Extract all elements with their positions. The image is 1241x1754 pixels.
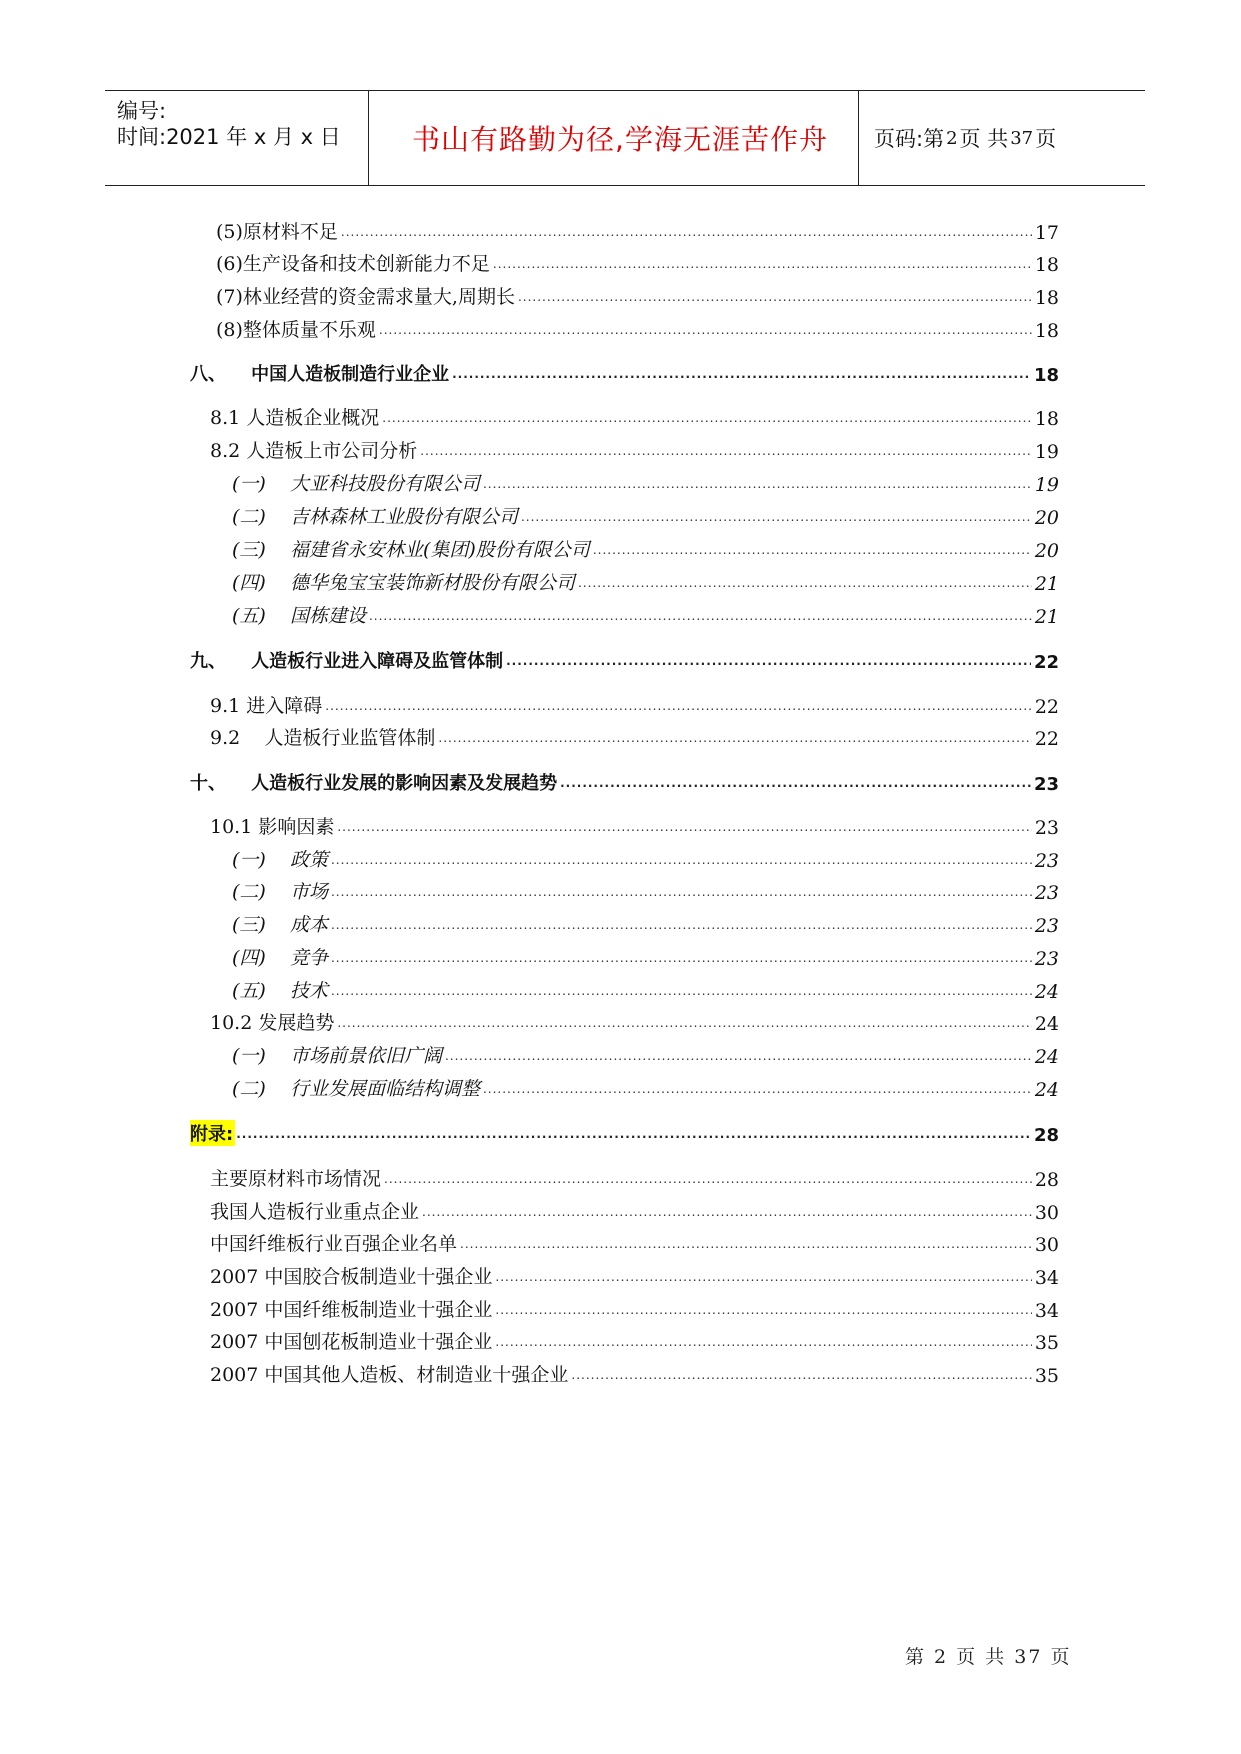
toc-entry[interactable] xyxy=(210,1326,1059,1354)
toc-entry-label: 2007 中国纤维板制造业十强企业 xyxy=(210,1299,493,1321)
toc-entry-label: 2007 中国其他人造板、材制造业十强企业 xyxy=(210,1364,569,1386)
toc-entry-page: 20 xyxy=(1034,540,1059,562)
toc-chapter[interactable] xyxy=(190,767,1059,795)
toc-leader xyxy=(331,951,1032,965)
toc-leader xyxy=(483,1082,1032,1096)
toc-entry-label: (二) 行业发展面临结构调整 xyxy=(232,1078,480,1100)
toc-leader xyxy=(384,1172,1032,1186)
toc-entry-page: 22 xyxy=(1034,728,1059,750)
toc-entry-page: 24 xyxy=(1034,1046,1059,1068)
toc-entry-label: (一) 政策 xyxy=(232,849,328,871)
toc-chapter[interactable] xyxy=(190,645,1059,673)
toc-entry[interactable] xyxy=(216,314,1059,342)
toc-entry[interactable] xyxy=(232,1073,1059,1101)
toc-chapter[interactable] xyxy=(190,358,1059,386)
toc-leader xyxy=(518,290,1032,304)
toc-leader xyxy=(438,731,1031,745)
header-page-info xyxy=(860,91,1142,185)
toc-entry-page: 18 xyxy=(1034,287,1059,309)
toc-entry-page: 23 xyxy=(1034,882,1059,904)
toc-entry-page: 28 xyxy=(1033,1125,1059,1146)
toc-entry[interactable] xyxy=(210,435,1059,463)
toc-entry[interactable] xyxy=(210,811,1059,839)
toc-entry-page: 28 xyxy=(1034,1169,1059,1191)
toc-entry-label: (三) 成本 xyxy=(232,914,328,936)
toc-entry-label: (四) 德华兔宝宝装饰新材股份有限公司 xyxy=(232,572,575,594)
header-motto: 书山有路勤为径,学海无涯苦作舟 xyxy=(412,123,828,156)
toc-entry[interactable] xyxy=(210,1196,1059,1224)
toc-entry-page: 24 xyxy=(1034,1079,1059,1101)
toc-entry-page: 24 xyxy=(1034,1013,1059,1035)
toc-entry-page: 23 xyxy=(1033,774,1059,795)
toc-entry[interactable] xyxy=(210,1007,1059,1035)
toc-entry-label: 2007 中国刨花板制造业十强企业 xyxy=(210,1331,493,1353)
toc-leader xyxy=(578,576,1032,590)
toc-entry[interactable] xyxy=(210,1294,1059,1322)
toc-entry[interactable] xyxy=(232,534,1059,562)
toc-leader xyxy=(495,1335,1031,1349)
toc-entry[interactable] xyxy=(216,281,1059,309)
toc-leader xyxy=(379,323,1032,337)
toc-entry-page: 18 xyxy=(1034,254,1059,276)
toc-entry[interactable] xyxy=(232,600,1059,628)
page-footer: 第 2 页 共 37 页 xyxy=(905,1646,1072,1668)
toc-leader xyxy=(420,444,1032,458)
toc-entry[interactable] xyxy=(210,1261,1059,1289)
toc-leader xyxy=(422,1205,1032,1219)
toc-entry-label: 中国纤维板行业百强企业名单 xyxy=(210,1233,458,1255)
toc-entry-page: 23 xyxy=(1034,850,1059,872)
toc-entry[interactable] xyxy=(210,1228,1059,1256)
toc-entry-page: 19 xyxy=(1034,474,1059,496)
toc-entry[interactable] xyxy=(216,248,1059,276)
toc-leader xyxy=(331,984,1032,998)
toc-leader xyxy=(506,654,1031,668)
toc-leader xyxy=(593,543,1032,557)
toc-entry[interactable] xyxy=(232,909,1059,937)
toc-entry-label: (5)原材料不足 xyxy=(216,221,338,243)
toc-entry-label: 10.1 影响因素 xyxy=(210,816,335,838)
toc-entry-label: 九、 人造板行业进入障碍及监管体制 xyxy=(190,651,504,672)
toc-entry-label: (五) 技术 xyxy=(232,980,328,1002)
page-prefix: 页码:第 xyxy=(874,127,945,151)
toc-entry-label: 9.1 进入障碍 xyxy=(210,695,323,717)
header-divider xyxy=(858,91,859,185)
toc-entry-label: 8.1 人造板企业概况 xyxy=(210,407,380,429)
toc-entry-page: 21 xyxy=(1034,606,1059,628)
toc-entry[interactable] xyxy=(210,1163,1059,1191)
toc-entry-label: (一) 市场前景依旧广阔 xyxy=(232,1045,442,1067)
date-label: 时间:2021 年 x 月 x 日 xyxy=(117,125,341,149)
toc-entry-label: (五) 国栋建设 xyxy=(232,605,366,627)
toc-entry-label: 十、 人造板行业发展的影响因素及发展趋势 xyxy=(190,773,558,794)
toc-entry-page: 23 xyxy=(1034,948,1059,970)
toc-leader xyxy=(331,853,1032,867)
toc-entry-page: 18 xyxy=(1033,365,1059,386)
toc-leader xyxy=(493,257,1032,271)
toc-entry-label: 附录: xyxy=(190,1120,235,1146)
toc-entry-label: 八、 中国人造板制造行业企业 xyxy=(190,364,450,385)
toc-leader xyxy=(452,367,1031,381)
toc-entry-page: 34 xyxy=(1034,1300,1059,1322)
toc-entry[interactable] xyxy=(232,975,1059,1003)
toc-entry-page: 35 xyxy=(1034,1365,1059,1387)
toc-leader xyxy=(460,1237,1032,1251)
toc-entry-page: 18 xyxy=(1034,320,1059,342)
number-label: 编号: xyxy=(117,99,167,123)
toc-entry[interactable] xyxy=(232,1040,1059,1068)
toc-entry[interactable] xyxy=(232,501,1059,529)
toc-leader xyxy=(337,820,1031,834)
toc-leader xyxy=(369,609,1032,623)
toc-entry-label: 2007 中国胶合板制造业十强企业 xyxy=(210,1266,493,1288)
page-suffix: 页 xyxy=(1035,127,1057,151)
toc-leader xyxy=(382,411,1032,425)
toc-entry-label: 主要原材料市场情况 xyxy=(210,1168,382,1190)
toc-entry-page: 19 xyxy=(1034,441,1059,463)
toc-entry[interactable] xyxy=(216,216,1059,244)
toc-entry-page: 30 xyxy=(1034,1234,1059,1256)
toc-leader xyxy=(560,776,1031,790)
toc-entry-page: 23 xyxy=(1034,915,1059,937)
toc-entry[interactable] xyxy=(232,468,1059,496)
toc-entry[interactable] xyxy=(232,876,1059,904)
toc-entry-label: 我国人造板行业重点企业 xyxy=(210,1201,420,1223)
toc-entry[interactable] xyxy=(210,1359,1059,1387)
toc-entry-label: (一) 大亚科技股份有限公司 xyxy=(232,473,480,495)
toc-entry-label: (8)整体质量不乐观 xyxy=(216,319,376,341)
toc-leader xyxy=(341,225,1032,239)
page-mid: 页 共 xyxy=(959,127,1009,151)
toc-leader xyxy=(445,1049,1032,1063)
toc-entry-page: 22 xyxy=(1033,652,1059,673)
toc-entry[interactable] xyxy=(210,722,1059,750)
toc-leader xyxy=(521,510,1032,524)
toc-entry-page: 17 xyxy=(1034,222,1059,244)
toc-leader xyxy=(325,699,1032,713)
toc-entry-page: 30 xyxy=(1034,1202,1059,1224)
toc-entry-label: (二) 市场 xyxy=(232,881,328,903)
toc-entry-label: (四) 竞争 xyxy=(232,947,328,969)
toc-entry-label: (三) 福建省永安林业(集团)股份有限公司 xyxy=(232,539,590,561)
toc-entry-page: 23 xyxy=(1034,817,1059,839)
toc-leader xyxy=(236,1127,1031,1141)
toc-leader xyxy=(337,1016,1031,1030)
toc-leader xyxy=(495,1270,1031,1284)
toc-entry-label: (二) 吉林森林工业股份有限公司 xyxy=(232,506,518,528)
toc-entry-page: 34 xyxy=(1034,1267,1059,1289)
toc-entry-page: 18 xyxy=(1034,408,1059,430)
toc-leader xyxy=(495,1303,1031,1317)
toc-entry-page: 24 xyxy=(1034,981,1059,1003)
toc-entry-page: 20 xyxy=(1034,507,1059,529)
toc-entry-label: 8.2 人造板上市公司分析 xyxy=(210,440,418,462)
page-header xyxy=(105,90,1145,186)
toc-chapter[interactable] xyxy=(190,1118,1059,1146)
toc-entry[interactable] xyxy=(210,402,1059,430)
toc-entry-label: (6)生产设备和技术创新能力不足 xyxy=(216,253,490,275)
header-meta xyxy=(117,91,367,185)
toc-leader xyxy=(571,1368,1031,1382)
toc-entry-label: (7)林业经营的资金需求量大,周期长 xyxy=(216,286,515,308)
toc-entry-label: 9.2 人造板行业监管体制 xyxy=(210,727,436,749)
page-total: 37 xyxy=(1010,127,1034,149)
toc-entry[interactable] xyxy=(232,567,1059,595)
toc-entry-page: 21 xyxy=(1034,573,1059,595)
toc-entry[interactable] xyxy=(232,942,1059,970)
page-current: 2 xyxy=(946,127,958,149)
toc-leader xyxy=(483,477,1032,491)
toc-entry-page: 35 xyxy=(1034,1332,1059,1354)
toc-entry-page: 22 xyxy=(1034,696,1059,718)
toc-entry[interactable] xyxy=(210,690,1059,718)
toc-entry[interactable] xyxy=(232,844,1059,872)
toc-leader xyxy=(331,885,1032,899)
toc-entry-label: 10.2 发展趋势 xyxy=(210,1012,335,1034)
toc-leader xyxy=(331,918,1032,932)
header-divider xyxy=(368,91,369,185)
